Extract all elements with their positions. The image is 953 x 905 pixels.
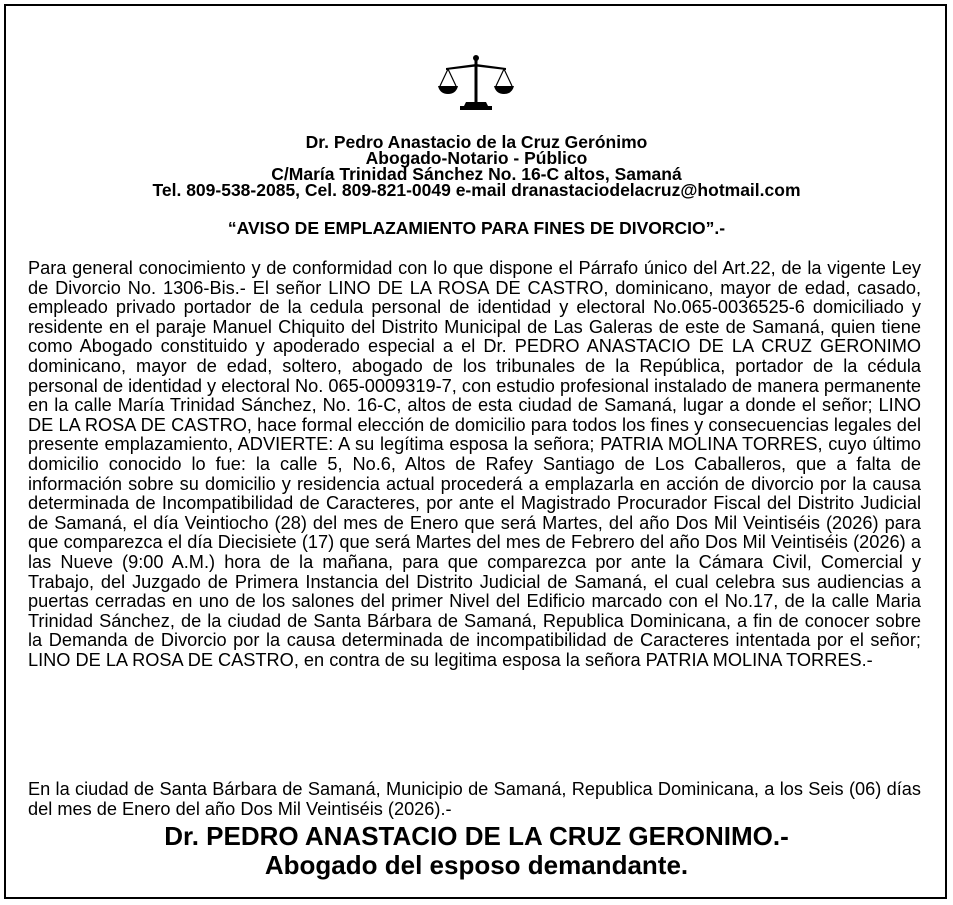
lawyer-role: Abogado-Notario - Público [365, 148, 588, 168]
signature-role: Abogado del esposo demandante. [264, 850, 689, 880]
body-paragraph-closing: En la ciudad de Santa Bárbara de Samaná, Municipio de Samaná, Republica Dominicana, a los Seis (06) días del mes de Enero del año Dos Mil Veintiséis (2026).- [28, 779, 921, 819]
contact-info: Tel. 809-538-2085, Cel. 809-821-0049 e-mail dranastaciodelacruz@hotmail.com [152, 180, 801, 200]
signature-block [20, 822, 933, 880]
office-address: C/María Trinidad Sánchez No. 16-C altos, Samaná [271, 164, 682, 184]
scales-of-justice-icon [436, 52, 516, 112]
notice-title: “AVISO DE EMPLAZAMIENTO PARA FINES DE DIVORCIO”.- [227, 218, 726, 238]
lawyer-name: Dr. Pedro Anastacio de la Cruz Gerónimo [305, 132, 648, 152]
letterhead [20, 134, 933, 198]
body-paragraph-main: Para general conocimiento y de conformidad con lo que dispone el Párrafo único del Art.22, de la vigente Ley de Divorcio No. 1306-Bis.- El señor LINO DE LA ROSA DE CASTRO, dominicano, mayor de edad, casado, empleado privado portador de la cedula personal de identidad y electoral No.065-0036525-6 domiciliado y residente en el paraje Manuel Chiquito del Distrito Municipal de Las Galeras de este de Samaná, quien tiene como Abogado constituido y apoderado especial a el Dr. PEDRO ANASTACIO DE LA CRUZ GERONIMO dominicano, mayor de edad, soltero, abogado de los tribunales de la República, portador de la cédula personal de identidad y electoral No. 065-0009319-7, con estudio profesional instalado de manera permanente en la calle María Trinidad Sánchez, No. 16-C, altos de esta ciudad de Samaná, lugar a donde el señor; LINO DE LA ROSA DE CASTRO, hace formal elección de domicilio para todos los fines y consecuencias legales del presente emplazamiento, ADVIERTE: A su legítima esposa la señora; PATRIA MOLINA TORRES, cuyo último domicilio conocido lo fue: la calle 5, No.6, Altos de Rafey Santiago de Los Caballeros, que a falta de información sobre su domicilio y residencia actual procederá a emplazarla en acción de divorcio por la causa determinada de Incompatibilidad de Caracteres, por ante el Magistrado Procurador Fiscal del Distrito Judicial de Samaná, el día Veintiocho (28) del mes de Enero que será Martes, del año Dos Mil Veintiséis (2026) para que comparezca el día Diecisiete (17) que será Martes del mes de Febrero del año Dos Mil Veintiséis (2026) a las Nueve (9:00 A.M.) hora de la mañana, para que comparezca por ante la Cámara Civil, Comercial y Trabajo, del Juzgado de Primera Instancia del Distrito Judicial de Samaná, el cual celebra sus audiencias a puertas cerradas en uno de los salones del primer Nivel del Edificio marcado con el No.17, de la calle Maria Trinidad Sánchez, de la ciudad de Santa Bárbara de Samaná, Republica Dominicana, a fin de conocer sobre la Demanda de Divorcio por la causa determinada de incompatibilidad de Caracteres intentada por el señor; LINO DE LA ROSA DE CASTRO, en contra de su legitima esposa la señora PATRIA MOLINA TORRES.- [28, 258, 921, 670]
signature-name: Dr. PEDRO ANASTACIO DE LA CRUZ GERONIMO.- [164, 821, 789, 851]
